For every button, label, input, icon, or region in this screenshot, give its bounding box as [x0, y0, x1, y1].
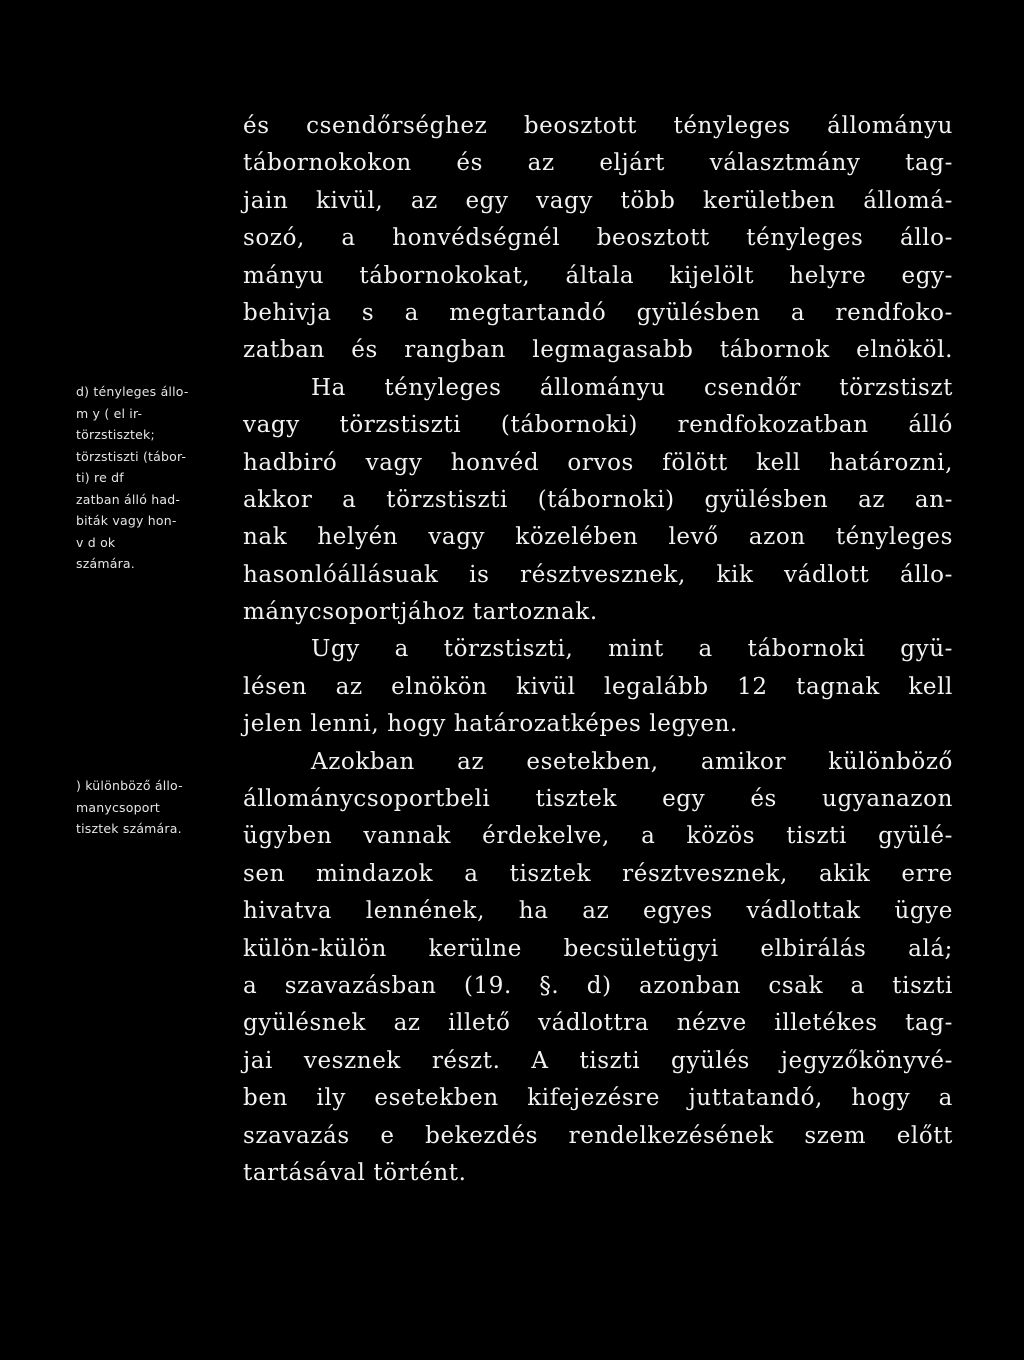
text-line: behivja s a megtartandó gyülésben a rendfoko- [243, 299, 953, 326]
text-line: jain kivül, az egy vagy több kerületben állomá- [243, 187, 953, 214]
text-line: jelen lenni, hogy határozatképes legyen. [243, 711, 738, 738]
text-line: mánycsoportjához tartoznak. [243, 599, 598, 626]
margin-note-line: zatban álló had- [76, 491, 181, 507]
text-line: jai vesznek részt. A tiszti gyülés jegyzőkönyvé- [243, 1047, 953, 1074]
margin-note-2 [76, 775, 244, 840]
text-line: Azokban az esetekben, amikor különböző [311, 748, 953, 775]
text-line: ügyben vannak érdekelve, a közös tiszti gyülé- [243, 823, 953, 850]
text-line: Ugy a törzstiszti, mint a tábornoki gyü- [311, 636, 953, 663]
text-line: lésen az elnökön kivül legalább 12 tagnak kell [243, 673, 953, 700]
text-line: a szavazásban (19. §. d) azonban csak a tiszti [243, 972, 953, 999]
margin-note-line: törzstisztek; [76, 427, 155, 442]
margin-note-line: ti) re df [76, 470, 124, 485]
text-line: külön-külön kerülne becsületügyi elbirálás alá; [243, 935, 953, 962]
margin-note-line: m y ( el ir- [76, 405, 143, 421]
margin-note-line: d) tényleges állo- [76, 384, 189, 399]
text-line: és csendőrséghez beosztott tényleges állományu [243, 113, 953, 139]
text-line: hivatva lennének, ha az egyes vádlottak ügye [243, 898, 953, 925]
text-line: szavazás e bekezdés rendelkezésének szem előtt [243, 1122, 953, 1149]
text-line: hasonlóállásuak is résztvesznek, kik vádlott állo- [243, 561, 953, 588]
text-line: tartásával történt. [243, 1159, 467, 1186]
margin-note-line: számára. [76, 556, 135, 571]
margin-note-line: manycsoport [76, 799, 161, 815]
text-line: Ha tényleges állományu csendőr törzstiszt [311, 374, 953, 401]
text-line: zatban és rangban legmagasabb tábornok elnököl. [243, 337, 953, 364]
margin-note-line: tisztek számára. [76, 821, 182, 836]
text-line: tábornokokon és az eljárt választmány tag- [243, 150, 953, 177]
margin-note-line: biták vagy hon- [76, 513, 177, 528]
text-line: akkor a törzstiszti (tábornoki) gyülésben az an- [243, 486, 953, 513]
text-line: állománycsoportbeli tisztek egy és ugyanazon [243, 786, 953, 813]
margin-note-line: ) különböző állo- [76, 778, 183, 793]
margin-note-1 [76, 381, 244, 575]
text-line: vagy törzstiszti (tábornoki) rendfokozatban álló [243, 412, 953, 439]
text-line: hadbiró vagy honvéd orvos fölött kell határozni, [243, 449, 953, 476]
text-line: mányu tábornokokat, általa kijelölt helyre egy- [243, 262, 953, 289]
text-line: ben ily esetekben kifejezésre juttatandó, hogy a [243, 1085, 953, 1112]
body-text [243, 108, 953, 1192]
text-line: sen mindazok a tisztek résztvesznek, akik erre [243, 860, 953, 887]
text-line: gyülésnek az illető vádlottra nézve illetékes tag- [243, 1010, 953, 1037]
margin-note-line: v d ok [76, 534, 116, 550]
margin-note-line: törzstiszti (tábor- [76, 448, 187, 464]
text-line: sozó, a honvédségnél beosztott tényleges állo- [243, 225, 953, 252]
text-line: nak helyén vagy közelében levő azon tényleges [243, 524, 953, 551]
